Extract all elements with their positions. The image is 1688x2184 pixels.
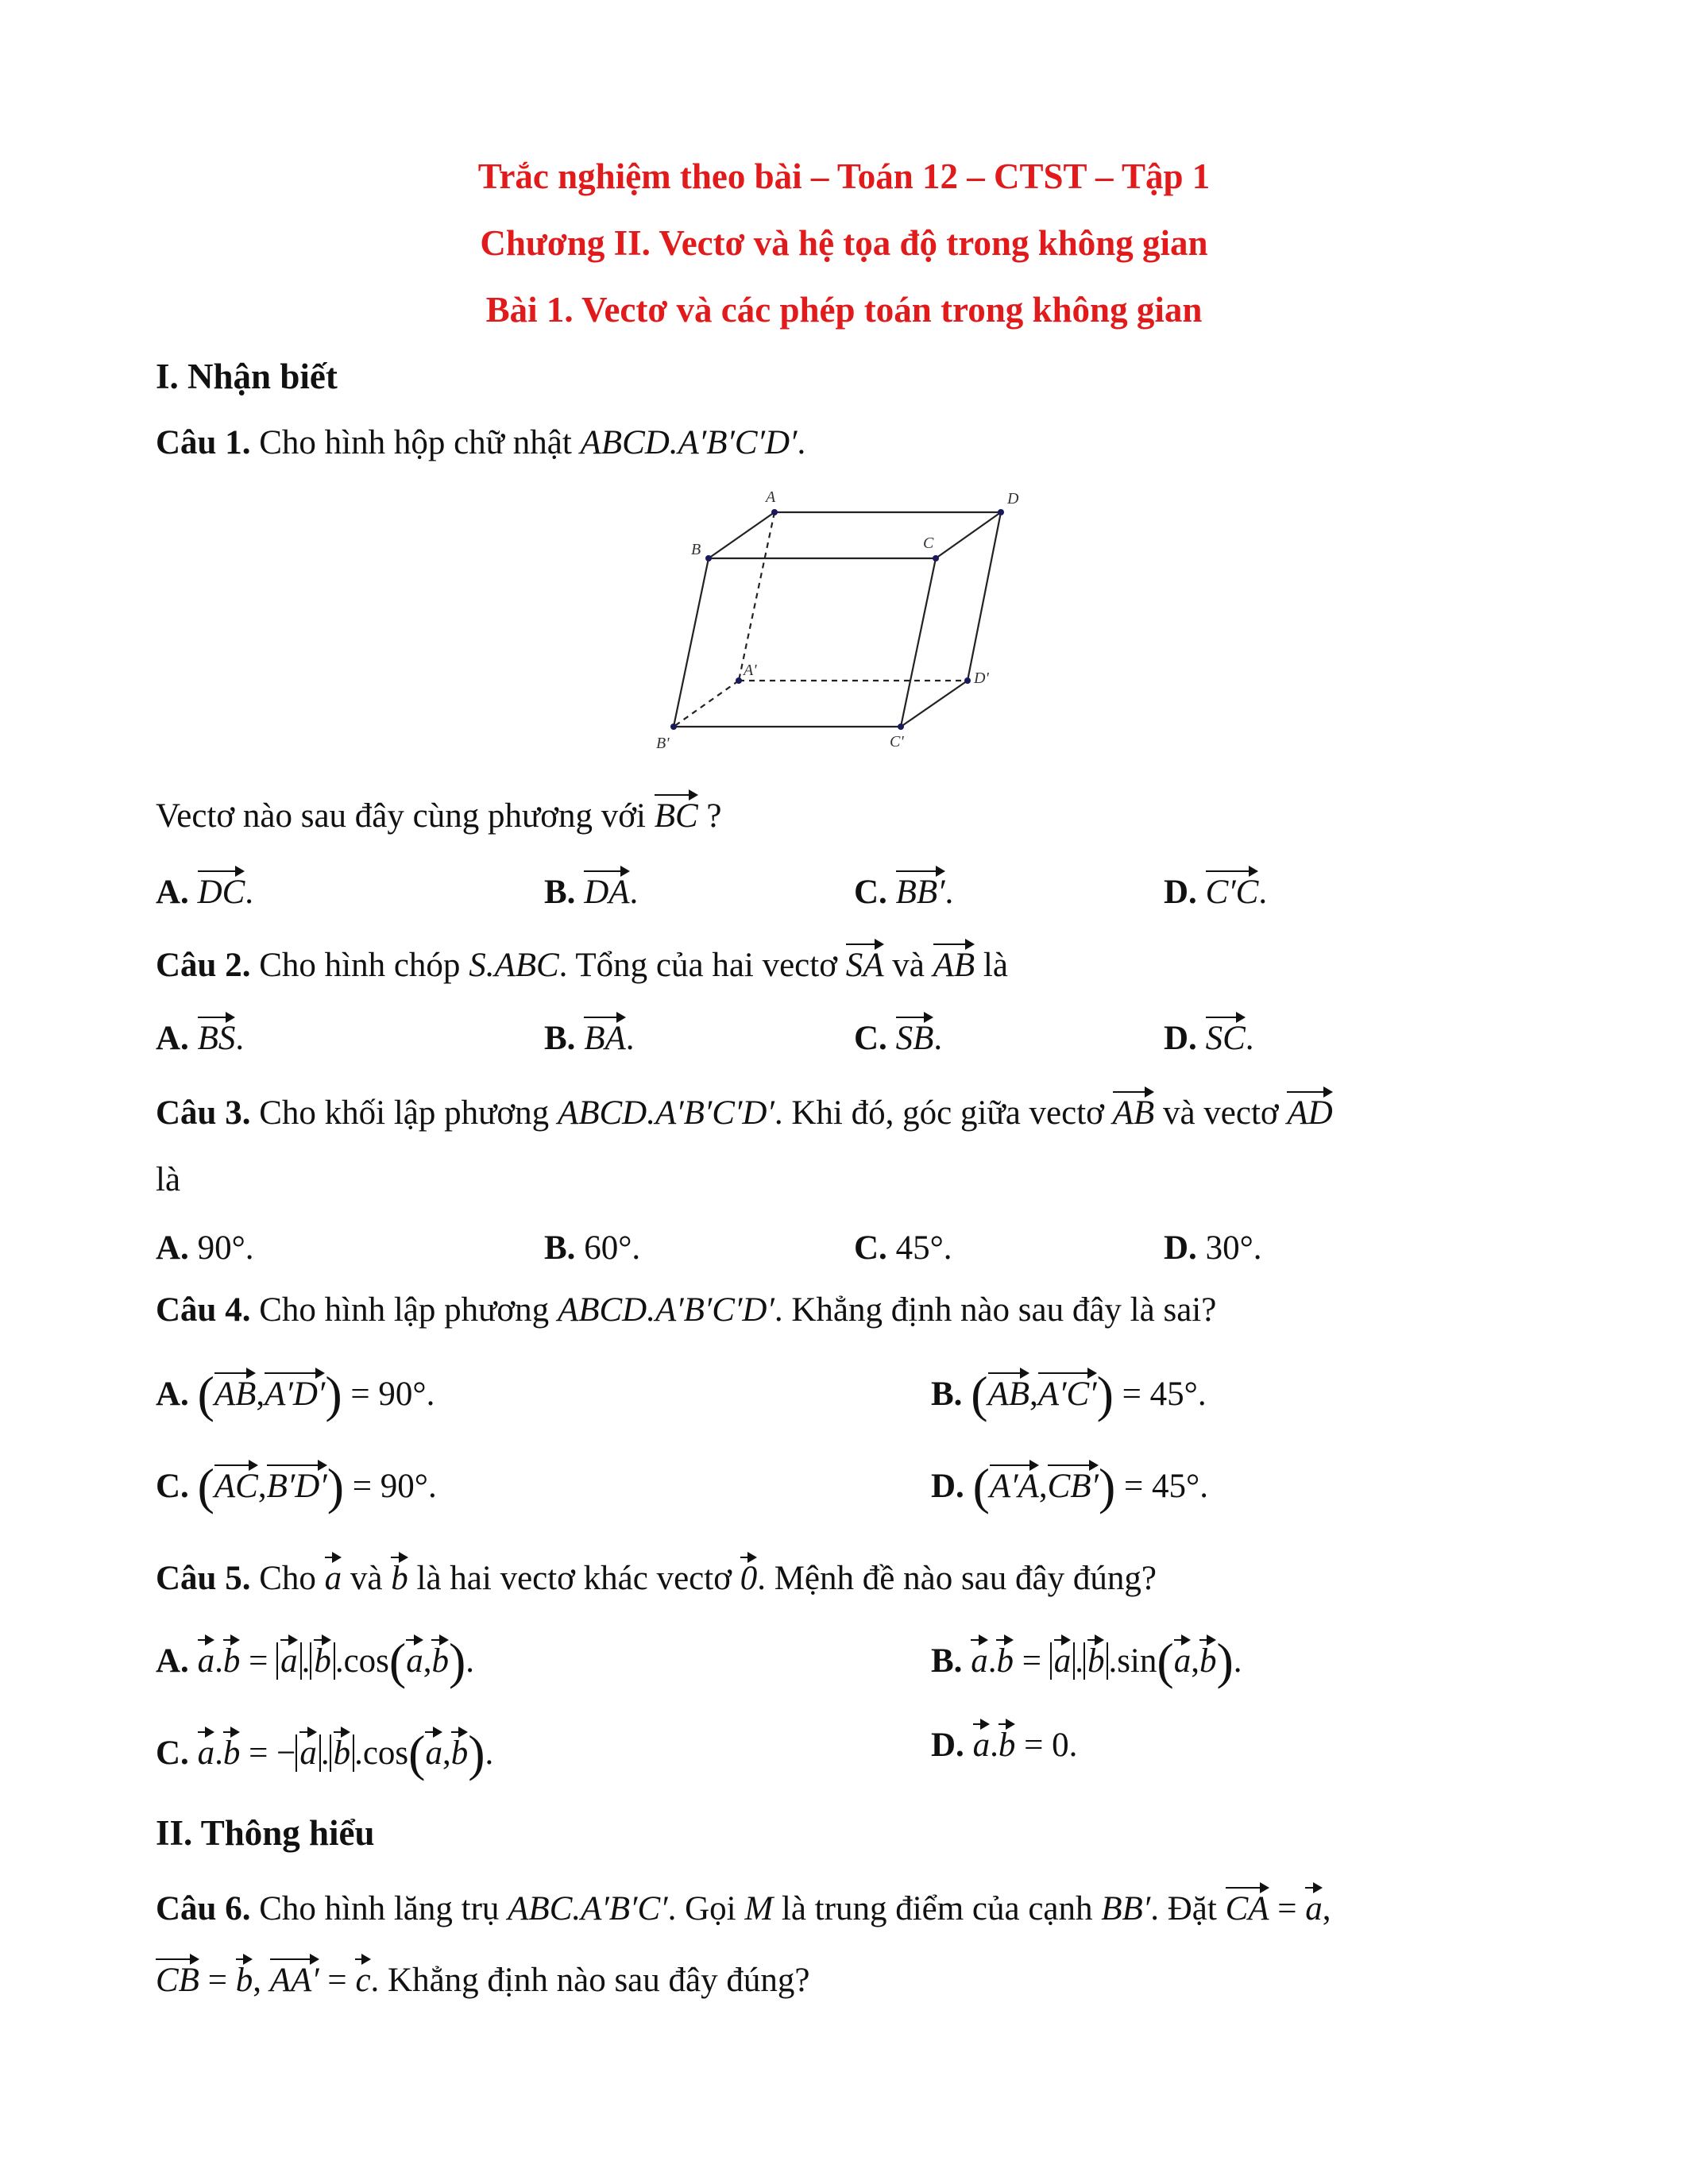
prompt-text: Vectơ nào sau đây cùng phương với (156, 797, 646, 835)
option-label: B. (544, 1020, 576, 1057)
option-label: A. (156, 1020, 189, 1057)
vector-b: b (314, 1639, 331, 1682)
question-text: Cho hình lăng trụ (259, 1890, 500, 1927)
option-label: D. (1164, 874, 1197, 911)
question-6: Câu 6. Cho hình lăng trụ ABC.A′B′C′. Gọi M là trung điểm của cạnh BB′. Đặt CA = a, (156, 1887, 1331, 1930)
option-value: 60°. (584, 1229, 641, 1267)
option-value: = 0. (1024, 1727, 1078, 1764)
label-A: A (766, 488, 776, 506)
vector-b: b (1199, 1639, 1217, 1682)
chapter-title: Chương II. Vectơ và hệ tọa độ trong không gian (480, 223, 1208, 263)
option-vector: BB′ (896, 870, 945, 913)
punct: . (797, 424, 806, 461)
q2-option-d[interactable]: D. SC. (1164, 1017, 1254, 1059)
vector-b: b (999, 1723, 1016, 1766)
section-heading-2: II. Thông hiểu (156, 1813, 375, 1853)
option-label: B. (544, 874, 576, 911)
q3-option-c[interactable] (854, 1228, 952, 1269)
vector-BC: BC (655, 794, 698, 837)
conj: và (350, 1560, 383, 1597)
punct: ? (706, 797, 722, 835)
question-5 (156, 1557, 1157, 1599)
vector-a: a (425, 1731, 442, 1774)
math-expr: ABCD.A′B′C′D′ (580, 424, 798, 461)
vector-a: a (1174, 1639, 1192, 1682)
q2-option-a[interactable]: A. BS. (156, 1017, 244, 1059)
question-number: Câu 5. (156, 1560, 251, 1597)
conj: và (892, 947, 925, 984)
option-value: = 45°. (1122, 1376, 1207, 1413)
question-1-prompt (156, 794, 722, 837)
q5-option-a[interactable]: A. a.b = a . b .cos(a,b). (156, 1633, 475, 1689)
vector-b: b (451, 1731, 469, 1774)
option-label: D. (931, 1727, 964, 1764)
option-vector: SB (896, 1017, 934, 1059)
option-value: 45°. (895, 1229, 952, 1267)
vector-a: a (280, 1639, 298, 1682)
q4-option-c[interactable]: C. (AC,B′D′) = 90°. (156, 1458, 437, 1515)
vector-b: b (1087, 1639, 1105, 1682)
function: .cos (334, 1642, 389, 1680)
label-B-prime: B' (656, 735, 670, 752)
label-A-prime: A' (744, 662, 757, 679)
vector-b: b (431, 1639, 449, 1682)
option-label: C. (156, 1734, 189, 1772)
section-heading-1: I. Nhận biết (156, 357, 338, 396)
option-vector: BS (198, 1017, 236, 1059)
math-expr: ABCD.A′B′C′D′ (557, 1291, 774, 1329)
question-text: Cho hình hộp chữ nhật (259, 424, 572, 461)
option-label: C. (854, 1020, 887, 1057)
question-text: . Khi đó, góc giữa vectơ (774, 1094, 1104, 1132)
option-label: A. (156, 1376, 189, 1413)
option-vector: B′D′ (267, 1464, 327, 1507)
q5-option-b[interactable]: B. a.b = a . b .sin(a,b). (931, 1633, 1242, 1689)
vector-CB: CB (156, 1958, 199, 2001)
lesson-title: Bài 1. Vectơ và các phép toán trong không gian (485, 290, 1203, 330)
box-figure (651, 484, 1033, 770)
vector-b: b (223, 1639, 241, 1682)
option-vector: AC (214, 1464, 258, 1507)
question-text: . Mệnh đề nào sau đây đúng? (757, 1560, 1157, 1597)
question-3-cont: là (156, 1161, 181, 1198)
q4-option-d[interactable]: D. (A′A,CB′) = 45°. (931, 1458, 1208, 1515)
vector-AD: AD (1287, 1091, 1332, 1134)
option-vector: A′A (990, 1464, 1039, 1507)
vector-a: a (299, 1731, 317, 1774)
vector-CA: CA (1226, 1887, 1269, 1930)
vector-a: a (406, 1639, 423, 1682)
option-label: C. (854, 874, 887, 911)
label-C-prime: C' (890, 733, 904, 751)
question-text: là trung điểm của cạnh (781, 1890, 1093, 1927)
conj: và vectơ (1162, 1094, 1279, 1132)
label-D: D (1007, 490, 1019, 507)
option-label: B. (931, 1642, 963, 1680)
question-text: . Gọi (667, 1890, 736, 1927)
option-vector: DA (584, 870, 629, 913)
q1-option-b[interactable]: B. DA. (544, 870, 638, 913)
option-value: = 90°. (352, 1468, 437, 1505)
option-vector: CB′ (1048, 1464, 1099, 1507)
option-label: A. (156, 1229, 189, 1267)
question-text: là hai vectơ khác vectơ (416, 1560, 732, 1597)
vector-AB: AB (1113, 1091, 1155, 1134)
math-expr: S.ABC (469, 947, 559, 984)
sign: = (249, 1642, 268, 1680)
option-vector: DC (198, 870, 245, 913)
vector-a: a (325, 1557, 342, 1599)
sign: = (1022, 1642, 1041, 1680)
label-D-prime: D' (974, 669, 989, 687)
option-value: = 45°. (1124, 1468, 1208, 1505)
question-text: Cho hình chóp (259, 947, 461, 984)
option-label: D. (931, 1468, 964, 1505)
vector-b: b (996, 1639, 1014, 1682)
vector-a: a (198, 1639, 215, 1682)
q1-option-d[interactable]: D. C′C. (1164, 870, 1267, 913)
option-label: A. (156, 874, 189, 911)
q1-option-a[interactable]: A. DC. (156, 870, 253, 913)
question-text: Cho (259, 1560, 316, 1597)
option-vector: SC (1206, 1017, 1246, 1059)
vector-AA-prime: AA′ (270, 1958, 319, 2001)
question-number: Câu 6. (156, 1890, 251, 1927)
vector-a: a (198, 1731, 215, 1774)
question-number: Câu 4. (156, 1291, 251, 1329)
option-label: D. (1164, 1020, 1197, 1057)
question-text: . Tổng của hai vectơ (558, 947, 837, 984)
option-label: B. (544, 1229, 576, 1267)
vector-b: b (223, 1731, 241, 1774)
option-vector: A′C′ (1038, 1372, 1097, 1415)
q4-option-a[interactable]: A. (AB,A′D′) = 90°. (156, 1366, 435, 1422)
function: .sin (1108, 1642, 1157, 1680)
question-6-cont: CB = b, AA′ = c. Khẳng định nào sau đây đúng? (156, 1958, 809, 2001)
question-text: Cho khối lập phương (259, 1094, 550, 1132)
math-expr: BB′ (1101, 1890, 1151, 1927)
vector-SA: SA (846, 943, 884, 986)
q3-option-a[interactable] (156, 1228, 254, 1269)
sign: = − (249, 1734, 296, 1772)
option-label: B. (931, 1376, 963, 1413)
question-text: Cho hình lập phương (259, 1291, 550, 1329)
label-C: C (923, 534, 934, 552)
vector-b: b (391, 1557, 408, 1599)
vector-a: a (971, 1639, 988, 1682)
option-vector: A′D′ (265, 1372, 325, 1415)
question-number: Câu 2. (156, 947, 251, 984)
math-expr: ABC.A′B′C′ (508, 1890, 668, 1927)
question-3 (156, 1091, 1333, 1134)
option-value: 30°. (1205, 1229, 1262, 1267)
vector-zero: 0 (740, 1557, 758, 1599)
question-text: . Khẳng định nào sau đây đúng? (370, 1962, 810, 1999)
vector-b: b (334, 1731, 351, 1774)
option-label: C. (854, 1229, 887, 1267)
math-var: M (744, 1890, 774, 1927)
question-number: Câu 1. (156, 424, 251, 461)
q3-option-b[interactable] (544, 1228, 640, 1269)
option-value: = 90°. (350, 1376, 435, 1413)
doc-title: Trắc nghiệm theo bài – Toán 12 – CTST – Tập 1 (477, 156, 1211, 196)
option-value: 90°. (197, 1229, 254, 1267)
option-vector: C′C (1206, 870, 1259, 913)
q5-option-d[interactable]: D. a.b = 0. (931, 1723, 1077, 1766)
function: .cos (354, 1734, 409, 1772)
question-2 (156, 943, 1008, 986)
q2-option-c[interactable]: C. SB. (854, 1017, 942, 1059)
question-number: Câu 3. (156, 1094, 251, 1132)
math-expr: ABCD.A′B′C′D′ (557, 1094, 774, 1132)
conj: là (983, 947, 1008, 984)
q3-option-d[interactable] (1164, 1228, 1262, 1269)
question-4 (156, 1290, 1216, 1331)
q5-option-c[interactable]: C. a.b = − a . b .cos(a,b). (156, 1725, 494, 1781)
vector-AB: AB (933, 943, 975, 986)
option-vector: AB (988, 1372, 1030, 1415)
vector-a: a (1054, 1639, 1072, 1682)
option-label: C. (156, 1468, 189, 1505)
option-vector: AB (214, 1372, 257, 1415)
q4-option-b[interactable]: B. (AB,A′C′) = 45°. (931, 1366, 1207, 1422)
question-text: . Khẳng định nào sau đây là sai? (774, 1291, 1217, 1329)
vector-a: a (973, 1723, 991, 1766)
question-text: . Đặt (1150, 1890, 1217, 1927)
label-B: B (691, 541, 701, 558)
question-1 (156, 423, 805, 464)
vector-c: c (355, 1958, 370, 2001)
option-vector: BA (584, 1017, 626, 1059)
vector-a: a (1305, 1887, 1323, 1930)
option-label: A. (156, 1642, 189, 1680)
q2-option-b[interactable]: B. BA. (544, 1017, 634, 1059)
vector-b: b (236, 1958, 253, 2001)
option-label: D. (1164, 1229, 1197, 1267)
q1-option-c[interactable]: C. BB′. (854, 870, 953, 913)
